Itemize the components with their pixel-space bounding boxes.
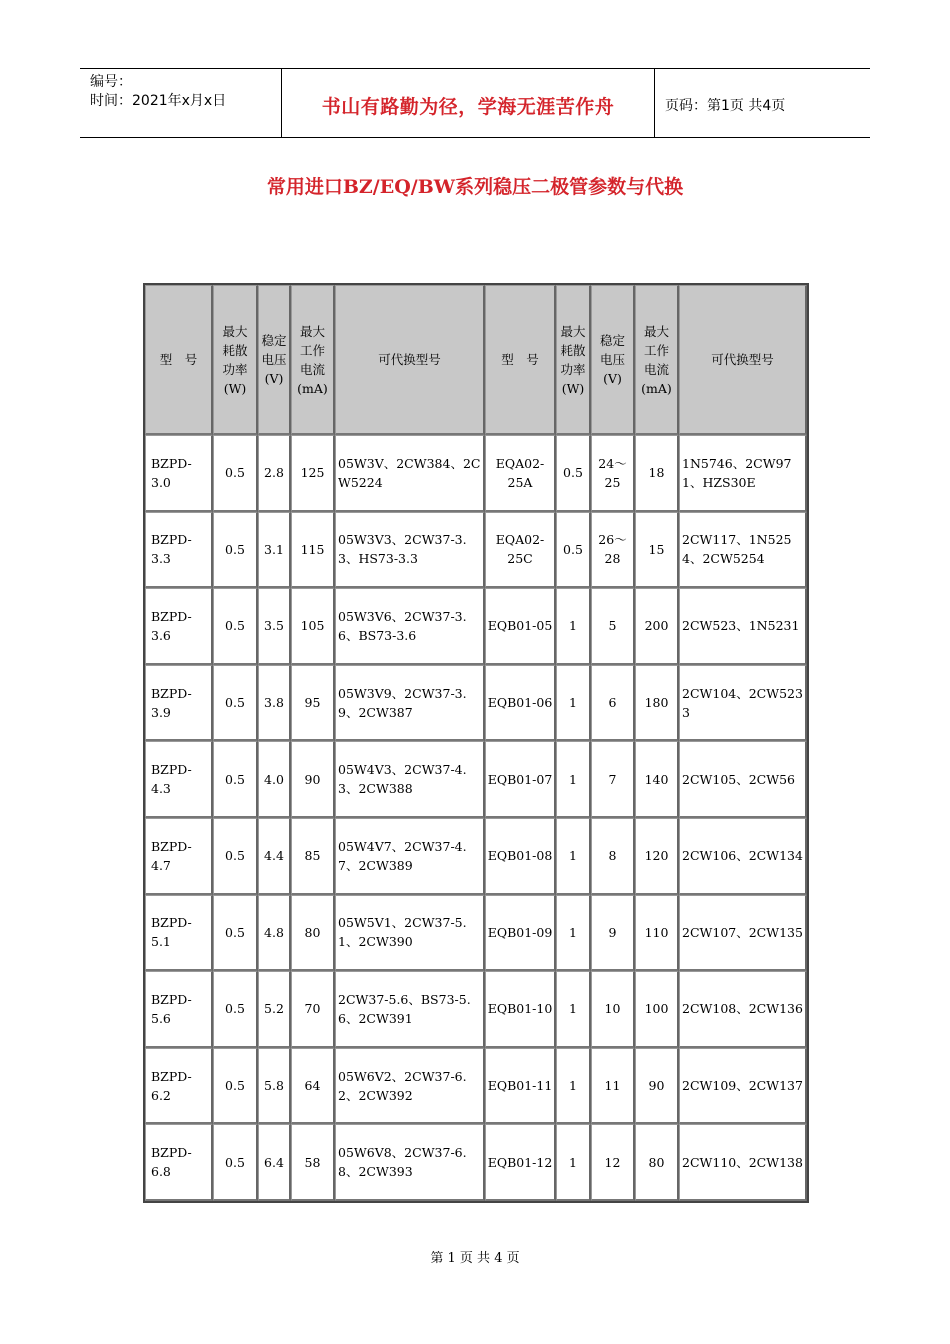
header-alt: 可代换型号 <box>679 285 807 435</box>
alt-cell: 05W4V3、2CW37-4.3、2CW388 <box>335 741 485 818</box>
power-cell: 1 <box>556 895 591 972</box>
table-row <box>145 741 807 818</box>
model-cell: BZPD-3.6 <box>145 588 213 665</box>
alt-cell: 05W6V2、2CW37-6.2、2CW392 <box>335 1048 485 1125</box>
power-cell: 0.5 <box>556 512 591 589</box>
voltage-cell: 2.8 <box>258 435 291 512</box>
header-voltage <box>258 285 291 435</box>
power-cell: 1 <box>556 588 591 665</box>
page-footer: 第 1 页 共 4 页 <box>430 1251 520 1266</box>
current-cell: 70 <box>291 971 335 1048</box>
power-cell: 0.5 <box>213 1048 258 1125</box>
model-cell: EQB01-07 <box>485 741 556 818</box>
table-header-row <box>145 285 807 435</box>
alt-cell: 1N5746、2CW971、HZS30E <box>679 435 807 512</box>
header-voltage <box>591 285 635 435</box>
current-cell: 180 <box>635 665 679 742</box>
current-cell: 105 <box>291 588 335 665</box>
current-cell: 140 <box>635 741 679 818</box>
power-cell: 0.5 <box>213 665 258 742</box>
voltage-cell: 12 <box>591 1124 635 1201</box>
current-cell: 18 <box>635 435 679 512</box>
header-page-cell <box>655 69 870 137</box>
power-cell: 0.5 <box>213 971 258 1048</box>
table-row <box>145 1124 807 1201</box>
header-model: 型 号 <box>145 285 213 435</box>
time-label: 时间：2021年x月x日 <box>90 93 227 109</box>
voltage-cell: 10 <box>591 971 635 1048</box>
alt-cell: 05W3V3、2CW37-3.3、HS73-3.3 <box>335 512 485 589</box>
model-cell: BZPD-4.3 <box>145 741 213 818</box>
voltage-cell: 4.4 <box>258 818 291 895</box>
table-row <box>145 895 807 972</box>
model-cell: BZPD-5.6 <box>145 971 213 1048</box>
model-cell: BZPD-6.2 <box>145 1048 213 1125</box>
header-motto-cell <box>282 69 655 137</box>
alt-cell: 2CW37-5.6、BS73-5.6、2CW391 <box>335 971 485 1048</box>
power-cell: 1 <box>556 818 591 895</box>
current-cell: 85 <box>291 818 335 895</box>
document-header <box>80 68 870 138</box>
voltage-cell: 6.4 <box>258 1124 291 1201</box>
alt-cell: 2CW108、2CW136 <box>679 971 807 1048</box>
model-cell: BZPD-6.8 <box>145 1124 213 1201</box>
table-body <box>145 435 807 1201</box>
alt-cell: 05W6V8、2CW37-6.8、2CW393 <box>335 1124 485 1201</box>
model-cell: EQB01-06 <box>485 665 556 742</box>
alt-cell: 05W5V1、2CW37-5.1、2CW390 <box>335 895 485 972</box>
voltage-cell: 5.2 <box>258 971 291 1048</box>
voltage-cell: 6 <box>591 665 635 742</box>
current-cell: 120 <box>635 818 679 895</box>
table-row <box>145 818 807 895</box>
model-cell: EQA02-25A <box>485 435 556 512</box>
alt-cell: 2CW523、1N5231 <box>679 588 807 665</box>
voltage-cell: 3.5 <box>258 588 291 665</box>
header-alt: 可代换型号 <box>335 285 485 435</box>
alt-cell: 2CW106、2CW134 <box>679 818 807 895</box>
voltage-cell: 24～25 <box>591 435 635 512</box>
header-current <box>291 285 335 435</box>
header-power <box>556 285 591 435</box>
voltage-cell: 26～28 <box>591 512 635 589</box>
voltage-cell: 4.0 <box>258 741 291 818</box>
power-cell: 0.5 <box>213 588 258 665</box>
table-row <box>145 665 807 742</box>
voltage-cell: 5.8 <box>258 1048 291 1125</box>
current-cell: 58 <box>291 1124 335 1201</box>
table-row <box>145 588 807 665</box>
current-cell: 15 <box>635 512 679 589</box>
current-cell: 115 <box>291 512 335 589</box>
document-title: 常用进口BZ/EQ/BW系列稳压二极管参数与代换 <box>266 176 684 198</box>
voltage-cell: 4.8 <box>258 895 291 972</box>
current-cell: 110 <box>635 895 679 972</box>
page-info: 页码：第1页 共4页 <box>665 98 786 114</box>
power-cell: 0.5 <box>213 895 258 972</box>
power-cell: 1 <box>556 1048 591 1125</box>
current-cell: 80 <box>635 1124 679 1201</box>
header-model: 型 号 <box>485 285 556 435</box>
power-cell: 1 <box>556 741 591 818</box>
model-cell: EQA02-25C <box>485 512 556 589</box>
model-cell: BZPD-3.9 <box>145 665 213 742</box>
alt-cell: 2CW107、2CW135 <box>679 895 807 972</box>
header-voltage-text: 稳定 电压 (V) <box>599 333 625 386</box>
alt-cell: 2CW105、2CW56 <box>679 741 807 818</box>
power-cell: 0.5 <box>213 741 258 818</box>
model-cell: BZPD-5.1 <box>145 895 213 972</box>
model-cell: EQB01-08 <box>485 818 556 895</box>
power-cell: 1 <box>556 971 591 1048</box>
header-power-text: 最大 耗散 功率 (W) <box>560 323 586 396</box>
power-cell: 0.5 <box>213 512 258 589</box>
table-row <box>145 1048 807 1125</box>
current-cell: 95 <box>291 665 335 742</box>
model-cell: EQB01-10 <box>485 971 556 1048</box>
motto: 书山有路勤为径，学海无涯苦作舟 <box>321 96 615 118</box>
voltage-cell: 3.1 <box>258 512 291 589</box>
power-cell: 0.5 <box>556 435 591 512</box>
header-power-text: 最大 耗散 功率 (W) <box>222 323 248 396</box>
table-row <box>145 971 807 1048</box>
voltage-cell: 5 <box>591 588 635 665</box>
table-row <box>145 512 807 589</box>
header-meta-cell <box>80 69 282 137</box>
power-cell: 0.5 <box>213 1124 258 1201</box>
alt-cell: 2CW117、1N5254、2CW5254 <box>679 512 807 589</box>
current-cell: 100 <box>635 971 679 1048</box>
header-voltage-text: 稳定 电压 (V) <box>261 333 287 386</box>
current-cell: 90 <box>291 741 335 818</box>
alt-cell: 05W4V7、2CW37-4.7、2CW389 <box>335 818 485 895</box>
number-label: 编号： <box>90 74 132 90</box>
voltage-cell: 7 <box>591 741 635 818</box>
model-cell: BZPD-3.3 <box>145 512 213 589</box>
current-cell: 90 <box>635 1048 679 1125</box>
header-power <box>213 285 258 435</box>
voltage-cell: 3.8 <box>258 665 291 742</box>
current-cell: 64 <box>291 1048 335 1125</box>
model-cell: EQB01-12 <box>485 1124 556 1201</box>
alt-cell: 05W3V、2CW384、2CW5224 <box>335 435 485 512</box>
model-cell: EQB01-09 <box>485 895 556 972</box>
current-cell: 125 <box>291 435 335 512</box>
alt-cell: 05W3V9、2CW37-3.9、2CW387 <box>335 665 485 742</box>
power-cell: 0.5 <box>213 818 258 895</box>
alt-cell: 2CW109、2CW137 <box>679 1048 807 1125</box>
current-cell: 200 <box>635 588 679 665</box>
power-cell: 1 <box>556 1124 591 1201</box>
zener-table <box>143 283 809 1203</box>
table-row <box>145 435 807 512</box>
alt-cell: 2CW104、2CW5233 <box>679 665 807 742</box>
model-cell: EQB01-05 <box>485 588 556 665</box>
model-cell: BZPD-3.0 <box>145 435 213 512</box>
power-cell: 1 <box>556 665 591 742</box>
voltage-cell: 9 <box>591 895 635 972</box>
voltage-cell: 11 <box>591 1048 635 1125</box>
model-cell: EQB01-11 <box>485 1048 556 1125</box>
header-current <box>635 285 679 435</box>
voltage-cell: 8 <box>591 818 635 895</box>
alt-cell: 05W3V6、2CW37-3.6、BS73-3.6 <box>335 588 485 665</box>
model-cell: BZPD-4.7 <box>145 818 213 895</box>
header-current-text: 最大 工作 电流 (mA) <box>297 323 328 396</box>
alt-cell: 2CW110、2CW138 <box>679 1124 807 1201</box>
header-current-text: 最大 工作 电流 (mA) <box>641 323 672 396</box>
power-cell: 0.5 <box>213 435 258 512</box>
current-cell: 80 <box>291 895 335 972</box>
